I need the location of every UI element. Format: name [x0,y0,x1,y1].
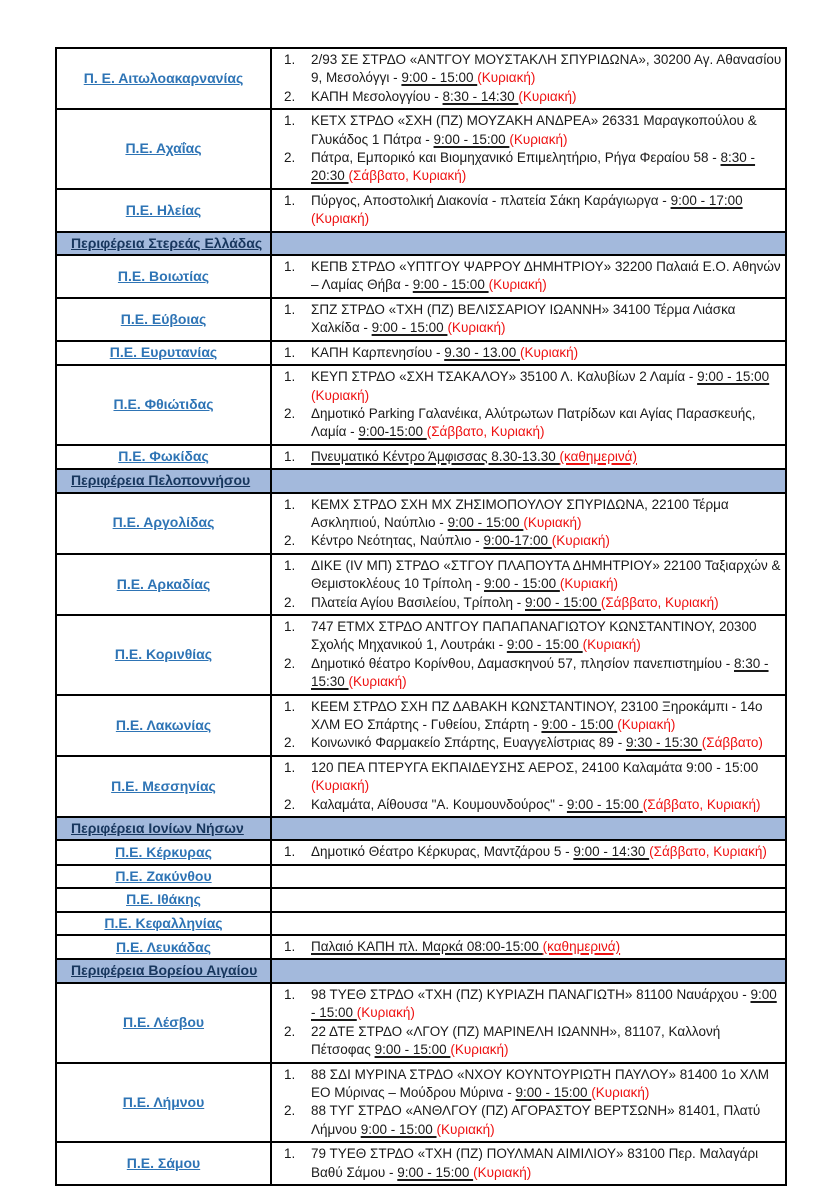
locations-cell [271,1063,786,1143]
item-number: 1. [284,1146,296,1162]
location-item [284,1145,782,1182]
schedule-table [55,47,787,1186]
location-desc: Δημοτικό Θέατρο Κέρκυρας, Μαντζάρου 5 - [311,844,574,860]
region-label: Π.Ε. Φθιώτιδας [113,396,214,413]
location-text [311,448,782,466]
location-text [311,149,782,186]
item-number: 2. [284,796,296,812]
region-row [56,935,786,959]
item-number: 2. [284,405,296,421]
locations-cell [271,888,786,911]
location-item [284,51,782,88]
location-item [284,258,782,295]
time-range: 9:00 - 14:30 [573,844,650,860]
item-number: 1. [284,448,296,464]
location-text [311,986,782,1023]
item-number: 1. [284,259,296,275]
locations-cell [271,756,786,817]
locations-cell [271,1142,786,1185]
time-range: 8:30 - 20:30 [311,150,756,184]
time-range: 8:30 - 15:30 [311,655,769,690]
region-label: Π.Ε. Λακωνίας [115,716,212,733]
region-label: Π.Ε. Ζακύνθου [115,867,212,884]
item-number: 1. [284,192,296,208]
item-number: 2. [284,594,296,610]
region-label: Π.Ε. Λήμνου [122,1093,205,1110]
days-note: (Κυριακή) [582,637,641,653]
section-header-row [56,959,786,982]
days-note: (Κυριακή) [559,576,618,592]
location-item [284,448,782,466]
region-label: Π.Ε. Αχαΐας [125,140,202,157]
location-text [311,368,782,405]
location-item [284,698,782,735]
item-number: 1. [284,986,296,1002]
time-range: 9.30 - 13.00 [444,344,521,360]
days-note: (Κυριακή) [518,88,577,104]
locations-cell [271,255,786,298]
region-row [56,695,786,756]
location-item [284,843,782,861]
region-cell [56,865,271,888]
location-item [284,734,782,752]
location-item [284,368,782,405]
location-item [284,759,782,796]
region-row [56,445,786,469]
locations-cell [271,445,786,469]
item-number: 1. [284,844,296,860]
time-range: 9:30 - 15:30 [625,735,702,751]
location-desc: ΚΕΤΧ ΣΤΡΔΟ «ΣΧΗ (ΠΖ) ΜΟΥΖΑΚΗ ΑΝΔΡΕΑ» 26331 Μαραγκοπούλου & Γλυκάδος 1 Πάτρα - [311,113,757,147]
location-text [311,301,782,338]
time-range: 9:00 - 15:00 [371,320,448,336]
locations-cell [271,554,786,615]
region-row [56,756,786,817]
location-item [284,796,782,814]
item-number: 2. [284,1103,296,1119]
location-item [284,344,782,362]
location-desc: Καλαμάτα, Αίθουσα "Α. Κουμουνδούρος" - [311,796,567,812]
days-note: (καθημερινά) [559,448,637,464]
item-number: 1. [284,698,296,714]
section-title: Περιφέρεια Βορείου Αιγαίου [71,962,258,979]
item-number: 1. [284,52,296,67]
location-text [311,51,782,88]
days-note: (Σάββατο, Κυριακή) [600,594,719,610]
time-range: 9:00 - 15:00 [697,369,770,385]
time-range: 9:00 - 17:00 [670,192,743,208]
region-row [56,615,786,695]
location-item [284,192,782,229]
location-desc: ΚΕΥΠ ΣΤΡΔΟ «ΣΧΗ ΤΣΑΚΑΛΟΥ» 35100 Λ. Καλυβίων 2 Λαμία - [311,369,698,385]
section-title-cell [56,817,271,840]
section-empty-cell [271,469,786,492]
locations-cell [271,912,786,935]
region-label: Π.Ε. Μεσσηνίας [111,777,216,794]
location-text [311,496,782,533]
locations-cell [271,341,786,365]
region-cell [56,1142,271,1185]
time-range: 8:30 - 14:30 [442,88,519,104]
item-number: 2. [284,1023,296,1039]
section-header-row [56,817,786,840]
region-cell [56,189,271,232]
days-note: (Κυριακή) [591,1084,650,1100]
item-number: 1. [284,1066,296,1082]
time-range: 9:00 - 15:00 [397,1164,474,1180]
time-range: 9:00 - 15:00 [525,594,601,610]
region-label: Π.Ε. Κεφαλληνίας [104,914,223,931]
region-cell [56,109,271,189]
time-range: 9:00 - 15:00 [433,131,510,147]
region-row [56,983,786,1063]
location-desc: Πλατεία Αγίου Βασιλείου, Τρίπολη - [311,594,526,610]
region-row [56,189,786,232]
locations-cell [271,840,786,864]
location-desc: 747 ΕΤΜΧ ΣΤΡΔΟ ΑΝΤΓΟΥ ΠΑΠΑΠΑΝΑΓΙΩΤΟΥ ΚΩΝΣΤΑΝΤΙΝΟΥ, 20300 Σχολής Μηχανικού 1, Λουτράκι - [311,618,757,653]
location-desc: Κέντρο Νεότητας, Ναύπλιο - [311,533,484,549]
item-number: 1. [284,369,296,385]
region-row [56,865,786,888]
location-desc: Δημοτικό θέατρο Κορίνθου, Δαμασκηνού 57, πλησίον πανεπιστημίου - [311,655,734,671]
location-item [284,1066,782,1103]
days-note: (Κυριακή) [488,277,547,293]
region-label: Π.Ε. Κέρκυρας [115,843,212,860]
location-desc: 79 ΤΥΕΘ ΣΤΡΔΟ «ΤΧΗ (ΠΖ) ΠΟΥΛΜΑΝ ΑΙΜΙΛΙΟΥ» 83100 Περ. Μαλαγάρι Βαθύ Σάμου - [311,1146,759,1180]
item-number: 1. [284,759,296,775]
region-label: Π.Ε. Κορινθίας [114,646,213,663]
region-cell [56,493,271,554]
region-cell [56,756,271,817]
days-note: (Κυριακή) [473,1164,532,1180]
days-note: (Κυριακή) [450,1042,509,1058]
time-range: 9:00 - 15:00 [401,70,478,86]
location-item [284,557,782,594]
region-cell [56,554,271,615]
region-cell [56,48,271,109]
location-text [311,698,782,735]
location-desc: 2/93 ΣΕ ΣΤΡΔΟ «ΑΝΤΓΟΥ ΜΟΥΣΤΑΚΛΗ ΣΠΥΡΙΔΩΝΑ», 30200 Αγ. Αθανασίου 9, Μεσολόγγι - [311,52,782,86]
section-empty-cell [271,959,786,982]
location-item [284,496,782,533]
region-row [56,48,786,109]
locations-cell [271,109,786,189]
item-number: 2. [284,150,296,166]
location-text [311,258,782,295]
section-title: Περιφέρεια Πελοποννήσου [71,472,251,489]
locations-cell [271,48,786,109]
location-text [311,759,782,796]
time-range: Πνευματικό Κέντρο Άμφισσας 8.30-13.30 [311,448,560,464]
region-label: Π.Ε. Βοιωτίας [117,267,210,284]
location-desc: Πύργος, Αποστολική Διακονία - πλατεία Σάκη Καράγιωργα - [311,192,671,208]
location-item [284,149,782,186]
location-text [311,405,782,442]
location-desc: Πάτρα, Εμπορικό και Βιομηχανικό Επιμελητήριο, Ρήγα Φεραίου 58 - [311,150,721,166]
days-note: (Κυριακή) [617,717,676,732]
item-number: 2. [284,88,296,104]
location-item [284,1102,782,1139]
region-label: Π.Ε. Αρκαδίας [116,575,211,592]
time-range: 9:00 - 15:00 [447,514,524,530]
region-cell [56,445,271,469]
time-range: Παλαιό ΚΑΠΗ πλ. Μαρκά 08:00-15:00 [311,939,543,955]
time-range: 9:00 - 15:00 [541,717,618,732]
location-item [284,301,782,338]
time-range: 9:00 - 15:00 [515,1084,592,1100]
days-note: (Σάββατο, Κυριακή) [426,424,545,440]
region-row [56,109,786,189]
locations-cell [271,298,786,341]
location-item [284,1023,782,1060]
location-text [311,843,782,861]
days-note: (Σάββατο) [701,735,763,751]
days-note: (Σάββατο, Κυριακή) [649,844,767,860]
region-row [56,840,786,864]
location-desc: ΔΙΚΕ (IV ΜΠ) ΣΤΡΔΟ «ΣΤΓΟΥ ΠΛΑΠΟΥΤΑ ΔΗΜΗΤΡΙΟΥ» 22100 Ταξιαρχών & Θεμιστοκλέους 10 Τρίπολη - [311,557,781,592]
time-range: 9:00 - 15:00 [360,1121,437,1137]
item-number: 1. [284,939,296,955]
region-cell [56,341,271,365]
region-label: Π.Ε. Εύβοιας [120,310,207,327]
region-label: Π.Ε. Σάμου [126,1154,201,1171]
time-range: 9:00 - 15:00 [412,277,489,293]
days-note: (Κυριακή) [551,533,610,549]
item-number: 2. [284,735,296,751]
location-item [284,986,782,1023]
location-desc: ΚΕΜΧ ΣΤΡΔΟ ΣΧΗ ΜΧ ΖΗΣΙΜΟΠΟΥΛΟΥ ΣΠΥΡΙΔΩΝΑ, 22100 Τέρμα Ασκληπιού, Ναύπλιο - [311,496,729,530]
days-note: (Σάββατο, Κυριακή) [642,796,761,812]
region-cell [56,888,271,911]
location-desc: ΚΑΠΗ Μεσολογγίου - [311,88,443,104]
location-desc: ΚΕΕΜ ΣΤΡΔΟ ΣΧΗ ΠΖ ΔΑΒΑΚΗ ΚΩΝΣΤΑΝΤΙΝΟΥ, 23100 Ξηροκάμπι - 14ο ΧΛΜ ΕΟ Σπάρτης - Γυθείου, Σπάρτη - [311,698,763,732]
locations-cell [271,983,786,1063]
location-text [311,88,782,106]
time-range: 9:00 - 15:00 [484,576,560,592]
region-cell [56,695,271,756]
location-item [284,532,782,550]
region-row [56,888,786,911]
locations-cell [271,365,786,445]
region-row [56,1142,786,1185]
location-text [311,1066,782,1103]
region-label: Π.Ε. Ηλείας [125,201,202,218]
region-cell [56,840,271,864]
item-number: 1. [284,496,296,512]
time-range: 9:00-17:00 [483,533,552,549]
location-text [311,532,782,550]
location-text [311,655,782,692]
locations-cell [271,615,786,695]
location-item [284,655,782,692]
region-label: Π.Ε. Λευκάδας [115,938,212,955]
locations-cell [271,189,786,232]
region-label: Π.Ε. Αργολίδας [112,514,215,531]
region-label: Π.Ε. Λέσβου [122,1013,205,1030]
region-row [56,255,786,298]
location-item [284,594,782,612]
days-note: (Κυριακή) [311,387,370,403]
location-text [311,344,782,362]
region-cell [56,365,271,445]
location-text [311,112,782,149]
section-empty-cell [271,232,786,255]
region-label: Π.Ε. Ιθάκης [126,891,201,908]
days-note: (καθημερινά) [542,939,621,955]
item-number: 1. [284,344,296,360]
location-text [311,1145,782,1182]
section-title-cell [56,469,271,492]
location-text [311,557,782,594]
location-item [284,112,782,149]
section-header-row [56,469,786,492]
days-note: (Κυριακή) [348,674,407,690]
time-range: 9:00 - 15:00 [311,986,777,1021]
item-number: 2. [284,655,296,671]
days-note: (Κυριακή) [436,1121,495,1137]
locations-cell [271,695,786,756]
locations-cell [271,493,786,554]
region-row [56,1063,786,1143]
section-title: Περιφέρεια Στερεάς Ελλάδας [71,234,263,251]
location-text [311,734,782,752]
location-desc: 88 ΣΔΙ ΜΥΡΙΝΑ ΣΤΡΔΟ «ΝΧΟΥ ΚΟΥΝΤΟΥΡΙΩΤΗ ΠΑΥΛΟΥ» 81400 1ο ΧΛΜ ΕΟ Μύρινας – Μούδρου Μύρινα - [311,1066,770,1100]
locations-cell [271,935,786,959]
time-range: 9:00 - 15:00 [566,796,643,812]
location-item [284,88,782,106]
days-note: (Σάββατο, Κυριακή) [348,168,467,184]
region-label: Π.Ε. Φωκίδας [118,448,209,465]
region-cell [56,298,271,341]
location-desc: 120 ΠΕΑ ΠΤΕΡΥΓΑ ΕΚΠΑΙΔΕΥΣΗΣ ΑΕΡΟΣ, 24100 Καλαμάτα 9:00 - 15:00 [311,759,759,775]
region-label: Π.Ε. Ευρυτανίας [109,344,218,361]
days-note: (Κυριακή) [311,211,370,227]
section-title-cell [56,959,271,982]
days-note: (Κυριακή) [477,70,536,86]
days-note: (Κυριακή) [520,344,579,360]
location-text [311,192,782,229]
locations-cell [271,865,786,888]
section-title-cell [56,232,271,255]
section-title: Περιφέρεια Ιονίων Νήσων [71,820,244,837]
days-note: (Κυριακή) [356,1005,415,1021]
location-item [284,618,782,655]
region-cell [56,935,271,959]
region-cell [56,983,271,1063]
location-text [311,1023,782,1060]
location-text [311,796,782,814]
days-note: (Κυριακή) [509,131,568,147]
location-text [311,938,782,956]
region-row [56,912,786,935]
region-row [56,298,786,341]
days-note: (Κυριακή) [447,320,506,336]
days-note: (Κυριακή) [311,778,370,794]
location-text [311,618,782,655]
location-item [284,938,782,956]
location-desc: ΚΑΠΗ Καρπενησίου - [311,344,445,360]
days-note: (Κυριακή) [523,514,582,530]
region-row [56,554,786,615]
item-number: 1. [284,113,296,129]
time-range: 9:00 - 15:00 [506,637,583,653]
location-desc: 22 ΔΤΕ ΣΤΡΔΟ «ΛΓΟΥ (ΠΖ) ΜΑΡΙΝΕΛΗ ΙΩΑΝΝΗ», 81107, Καλλονή Πέτσοφας [311,1023,721,1058]
region-cell [56,1063,271,1143]
region-row [56,341,786,365]
location-item [284,405,782,442]
location-desc: Κοινωνικό Φαρμακείο Σπάρτης, Ευαγγελίστριας 89 - [311,735,626,751]
item-number: 1. [284,557,296,573]
location-text [311,594,782,612]
item-number: 1. [284,618,296,634]
location-text [311,1102,782,1139]
region-label: Π. Ε. Αιτωλοακαρνανίας [83,69,244,86]
region-row [56,365,786,445]
location-desc: 88 ΤΥΓ ΣΤΡΔΟ «ΑΝΘΛΓΟΥ (ΠΖ) ΑΓΟΡΑΣΤΟΥ ΒΕΡΤΣΩΝΗ» 81401, Πλατύ Λήμνου [311,1103,761,1137]
item-number: 1. [284,301,296,317]
location-desc: 98 ΤΥΕΘ ΣΤΡΔΟ «ΤΧΗ (ΠΖ) ΚΥΡΙΑΖΗ ΠΑΝΑΓΙΩΤΗ» 81100 Ναυάρχου - [311,986,751,1002]
section-empty-cell [271,817,786,840]
location-desc: Δημοτικό Parking Γαλανέικα, Αλύτρωτων Πατρίδων και Αγίας Παρασκευής, Λαμία - [311,405,756,440]
time-range: 9:00 - 15:00 [374,1042,451,1058]
time-range: 9:00-15:00 [358,424,427,440]
location-desc: ΚΕΠΒ ΣΤΡΔΟ «ΥΠΤΓΟΥ ΨΑΡΡΟΥ ΔΗΜΗΤΡΙΟΥ» 32200 Παλαιά Ε.Ο. Αθηνών – Λαμίας Θήβα - [311,259,781,293]
region-cell [56,255,271,298]
region-cell [56,615,271,695]
section-header-row [56,232,786,255]
item-number: 2. [284,533,296,549]
location-desc: ΣΠΖ ΣΤΡΔΟ «ΤΧΗ (ΠΖ) ΒΕΛΙΣΣΑΡΙΟΥ ΙΩΑΝΝΗ» 34100 Τέρμα Λιάσκα Χαλκίδα - [311,301,736,336]
region-cell [56,912,271,935]
region-row [56,493,786,554]
